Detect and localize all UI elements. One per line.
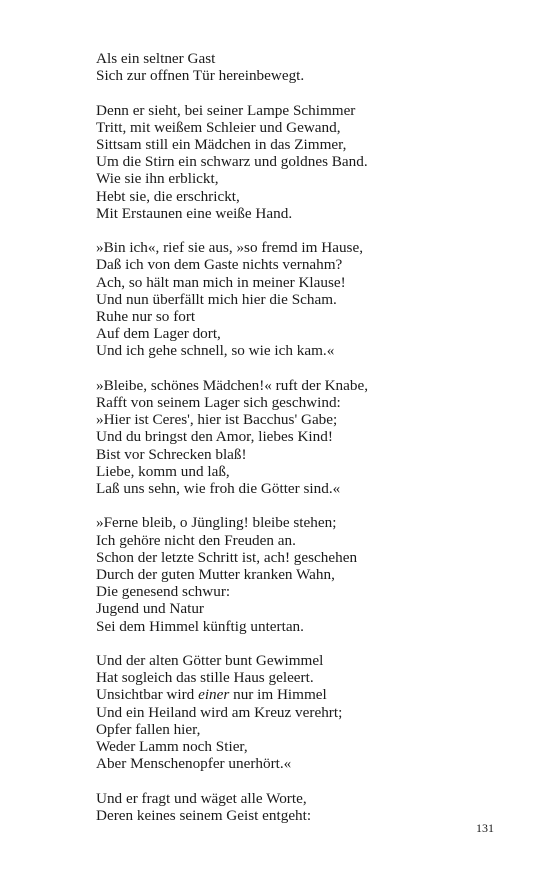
emphasized-word: einer [198,686,230,704]
poem-line: Und ich gehe schnell, so wie ich kam.« [96,342,335,360]
poem-line: »Hier ist Ceres', hier ist Bacchus' Gabe; [96,411,338,429]
stanza [96,652,516,772]
stanza [96,514,516,634]
poem-line: Weder Lamm noch Stier, [96,738,248,756]
poem-line: Sittsam still ein Mädchen in das Zimmer, [96,136,347,153]
poem-line: Deren keines seinem Geist entgeht: [96,806,312,824]
poem-line: Liebe, komm und laß, [96,462,230,480]
poem-line: Auf dem Lager dort, [96,325,221,343]
poem-line: Ruhe nur so fort [96,308,196,326]
poem-line: Rafft von seinem Lager sich geschwind: [96,394,341,412]
poem-line: »Bleibe, schönes Mädchen!« ruft der Knabe, [96,376,369,394]
poem-line: Und nun überfällt mich hier die Scham. [96,290,337,308]
poem-line: Um die Stirn ein schwarz und goldnes Band. [96,153,368,171]
poem-line: Und er fragt und wäget alle Worte, [96,789,307,807]
poem-line: Und du bringst den Amor, liebes Kind! [96,428,333,446]
poem-line: Die genesend schwur: [96,583,231,601]
stanza [96,102,516,222]
poem-line: Hebt sie, die erschrickt, [96,187,240,205]
poem-line: Ich gehöre nicht den Freuden an. [96,531,296,549]
poem-line: Bist vor Schrecken blaß! [96,445,247,463]
poem-line: Sei dem Himmel künftig untertan. [96,617,304,635]
poem-line: Als ein seltner Gast [96,50,216,67]
poem-line: Denn er sieht, bei seiner Lampe Schimmer [96,101,356,119]
stanza [96,239,516,359]
poem-line: »Ferne bleib, o Jüngling! bleibe stehen; [96,514,337,532]
page-number: 131 [476,821,494,835]
poem-line: Schon der letzte Schritt ist, ach! geschehen [96,548,358,566]
poem-line: Und ein Heiland wird am Kreuz verehrt; [96,703,343,721]
poem-line: Wie sie ihn erblickt, [96,170,219,188]
poem-line: »Bin ich«, rief sie aus, »so fremd im Hause, [96,239,363,257]
poem-line: Sich zur offnen Tür hereinbewegt. [96,67,305,85]
poem-line: Opfer fallen hier, [96,720,201,738]
stanza [96,790,516,824]
poem-line: Tritt, mit weißem Schleier und Gewand, [96,118,341,136]
poem-line: Ach, so hält man mich in meiner Klause! [96,273,346,291]
poem-text [96,50,516,841]
poem-line: Jugend und Natur [96,600,204,618]
stanza [96,50,516,84]
poem-line: Hat sogleich das stille Haus geleert. [96,669,314,687]
poem-line: Und der alten Götter bunt Gewimmel [96,652,324,670]
line-segment: Unsichtbar wird [96,686,199,704]
poem-line: Daß ich von dem Gaste nichts vernahm? [96,256,343,274]
poem-line: Durch der guten Mutter kranken Wahn, [96,566,335,584]
poem-line: Mit Erstaunen eine weiße Hand. [96,204,293,222]
line-segment: nur im Himmel [229,686,327,704]
poem-line: Laß uns sehn, wie froh die Götter sind.« [96,480,341,498]
poem-line: Aber Menschenopfer unerhört.« [96,755,292,773]
poem-line [96,686,516,703]
stanza [96,377,516,497]
